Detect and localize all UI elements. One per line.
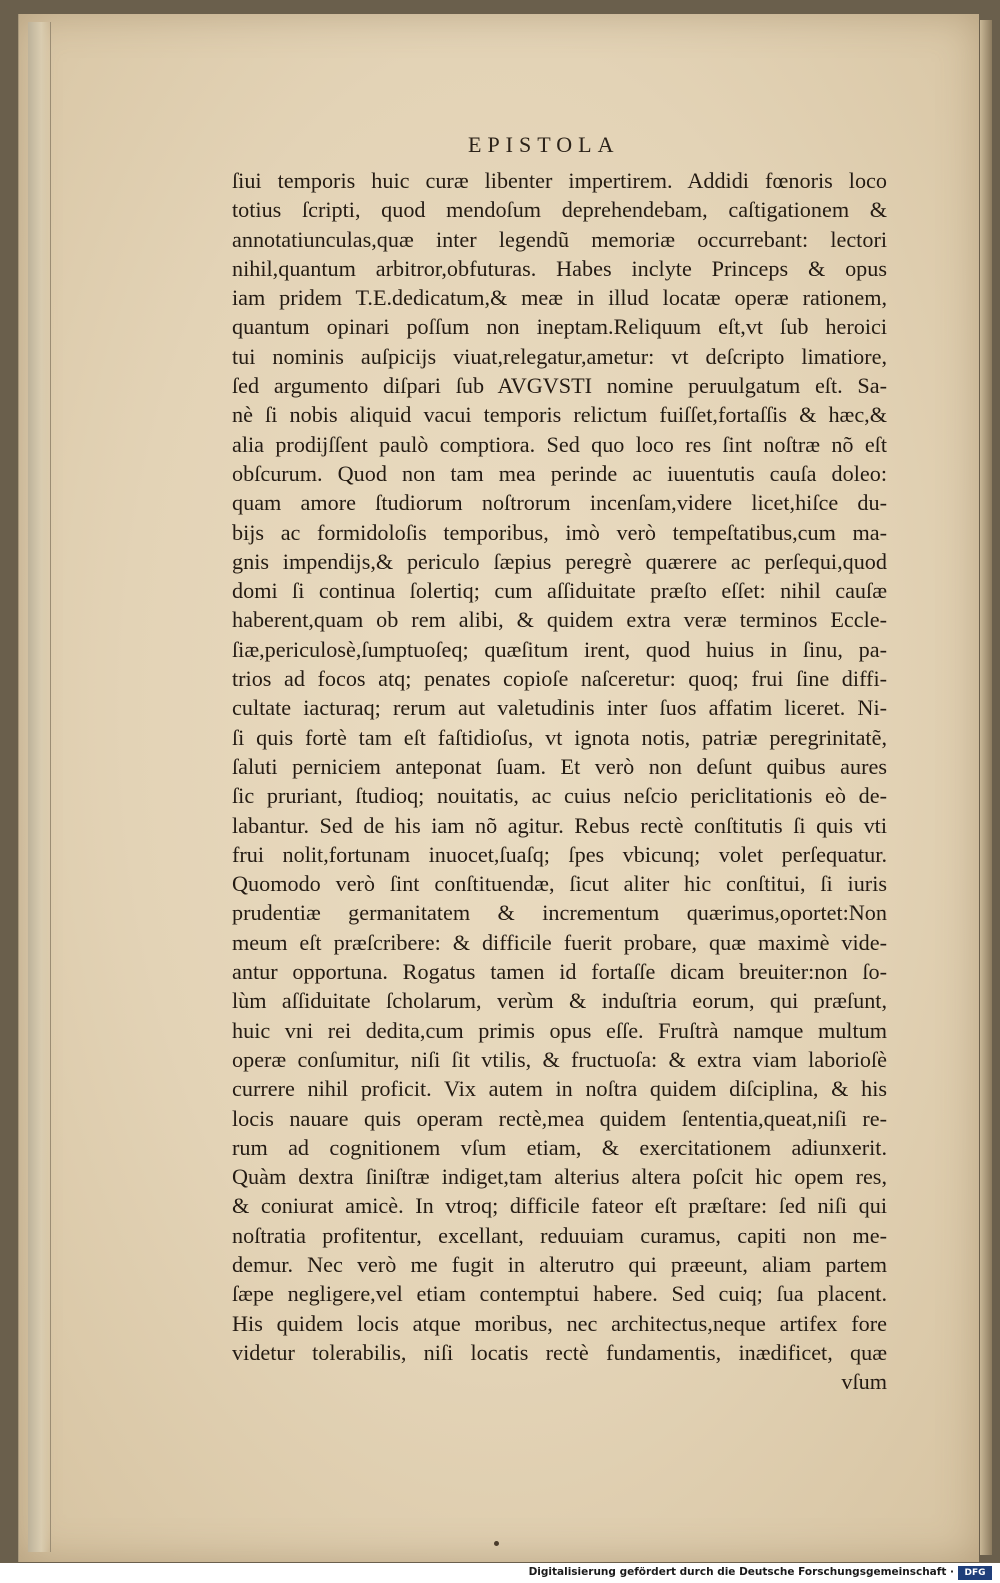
text-line: nihil,quantum arbitror,obfuturas. Habes inclyte Princeps & opus: [232, 255, 887, 281]
text-line: quantum opinari poſſum non ineptam.Reliquum eſt,vt ſub heroici: [232, 314, 887, 340]
text-line: demur. Nec verò me fugit in alterutro qui præeunt, aliam partem: [232, 1251, 887, 1277]
text-line: lùm aſſiduitate ſcholarum, verùm & induſtria eorum, qui præſunt,: [232, 988, 887, 1014]
text-line: currere nihil proficit. Vix autem in noſtra quidem diſciplina, & his: [232, 1076, 887, 1102]
text-line: & coniurat amicè. In vtroq; difficile fateor eſt præſtare: ſed niſi qui: [232, 1193, 887, 1219]
text-line: ſiui temporis huic curæ libenter impertirem. Addidi fœnoris loco: [232, 168, 887, 193]
text-line: ſiæ,periculosè,ſumptuoſeq; quæſitum irent, quod huius in ſinu, pa-: [232, 636, 887, 662]
text-line: antur opportuna. Rogatus tamen id fortaſſe dicam breuiter:non ſo-: [232, 959, 887, 985]
text-line: meum eſt præſcribere: & difficile fuerit probare, quæ maximè vide-: [232, 929, 887, 955]
text-line: Quomodo verò ſint conſtituendæ, ſicut aliter hic conſtitui, ſi iuris: [232, 871, 887, 897]
text-line: huic vni rei dedita,cum primis opus eſſe. Fruſtrà namque multum: [232, 1017, 887, 1043]
text-line: totius ſcripti, quod mendoſum deprehendebam, caſtigationem &: [232, 197, 887, 223]
text-line: Quàm dextra ſiniſtræ indiget,tam alterius altera poſcit hic opem res,: [232, 1164, 887, 1190]
text-line: ſic pruriant, ſtudioq; nouitatis, ac cuius neſcio periclitationis eò de-: [232, 783, 887, 809]
text-line: alia prodijſſent paulò comptiora. Sed quo loco res ſint noſtræ nõ eſt: [232, 431, 887, 457]
text-line: operæ conſumitur, niſi ſit vtilis, & fructuoſa: & extra viam laborioſè: [232, 1046, 887, 1072]
binding-edge: [28, 22, 51, 1552]
text-line: haberent,quam ob rem alibi, & quidem extra veræ terminos Eccle-: [232, 607, 887, 633]
text-line: His quidem locis atque moribus, nec architectus,neque artifex fore: [232, 1310, 887, 1336]
text-line: nè ſi nobis aliquid vacui temporis relictum fuiſſet,fortaſſis & hæc,&: [232, 402, 887, 428]
footer-credit: Digitalisierung gefördert durch die Deutsche Forschungsgemeinschaft ·: [528, 1566, 954, 1578]
text-line: annotatiunculas,quæ inter legendũ memoriæ occurrebant: lectori: [232, 226, 887, 252]
text-line: rum ad cognitionem vſum etiam, & exercitationem adiunxerit.: [232, 1134, 887, 1160]
page-mark: [494, 1541, 499, 1546]
text-line: cultate iacturaq; rerum aut valetudinis inter ſuos affatim liceret. Ni-: [232, 695, 887, 721]
text-line: prudentiæ germanitatem & incrementum quærimus,oportet:Non: [232, 900, 887, 926]
text-line: ſed argumento diſpari ſub AVGVSTI nomine peruulgatum eſt. Sa-: [232, 373, 887, 399]
text-line: obſcurum. Quod non tam mea perinde ac iuuentutis cauſa doleo:: [232, 460, 887, 486]
footer-bar: [0, 1563, 1000, 1583]
text-line: ſi quis fortè tam eſt faſtidioſus, vt ignota notis, patriæ peregrinitatẽ,: [232, 724, 887, 750]
text-line: trios ad focos atq; penates copioſe naſceretur: quoq; frui ſine diffi-: [232, 666, 887, 692]
text-line: videtur tolerabilis, niſi locatis rectè fundamentis, inædificet, quæ: [232, 1339, 887, 1365]
catchword: vſum: [841, 1369, 887, 1395]
text-line: ſaluti perniciem anteponat ſuam. Et verò non deſunt quibus aures: [232, 753, 887, 779]
page-edge: [980, 20, 992, 1555]
text-line: ſæpe negligere,vel etiam contemptui habere. Sed cuiq; ſua placent.: [232, 1281, 887, 1307]
text-line: quam amore ſtudiorum noſtrorum incenſam,videre licet,hiſce du-: [232, 490, 887, 516]
text-line: tui nominis auſpicijs viuat,relegatur,ametur: vt deſcripto limatiore,: [232, 343, 887, 369]
text-line: frui nolit,fortunam inuocet,ſuaſq; ſpes vbicunq; volet perſequatur.: [232, 841, 887, 867]
running-header: EPISTOLA: [468, 132, 620, 157]
text-line: locis nauare quis operam rectè,mea quidem ſententia,queat,niſi re-: [232, 1105, 887, 1131]
text-line: domi ſi continua ſolertiq; cum aſſiduitate præſto eſſet: nihil cauſæ: [232, 578, 887, 604]
text-line: noſtratia profitentur, excellant, reduuiam curamus, capiti non me-: [232, 1222, 887, 1248]
body-text: [232, 166, 887, 1396]
text-line: iam pridem T.E.dedicatum,& meæ in illud locatæ operæ rationem,: [232, 285, 887, 311]
text-line: bijs ac formidoloſis temporibus, imò verò tempeſtatibus,cum ma-: [232, 519, 887, 545]
text-line: labantur. Sed de his iam nõ agitur. Rebus rectè conſtitutis ſi quis vti: [232, 812, 887, 838]
text-line: gnis impendijs,& periculo ſæpius peregrè quærere ac perſequi,quod: [232, 548, 887, 574]
dfg-logo-icon: DFG: [958, 1566, 992, 1580]
